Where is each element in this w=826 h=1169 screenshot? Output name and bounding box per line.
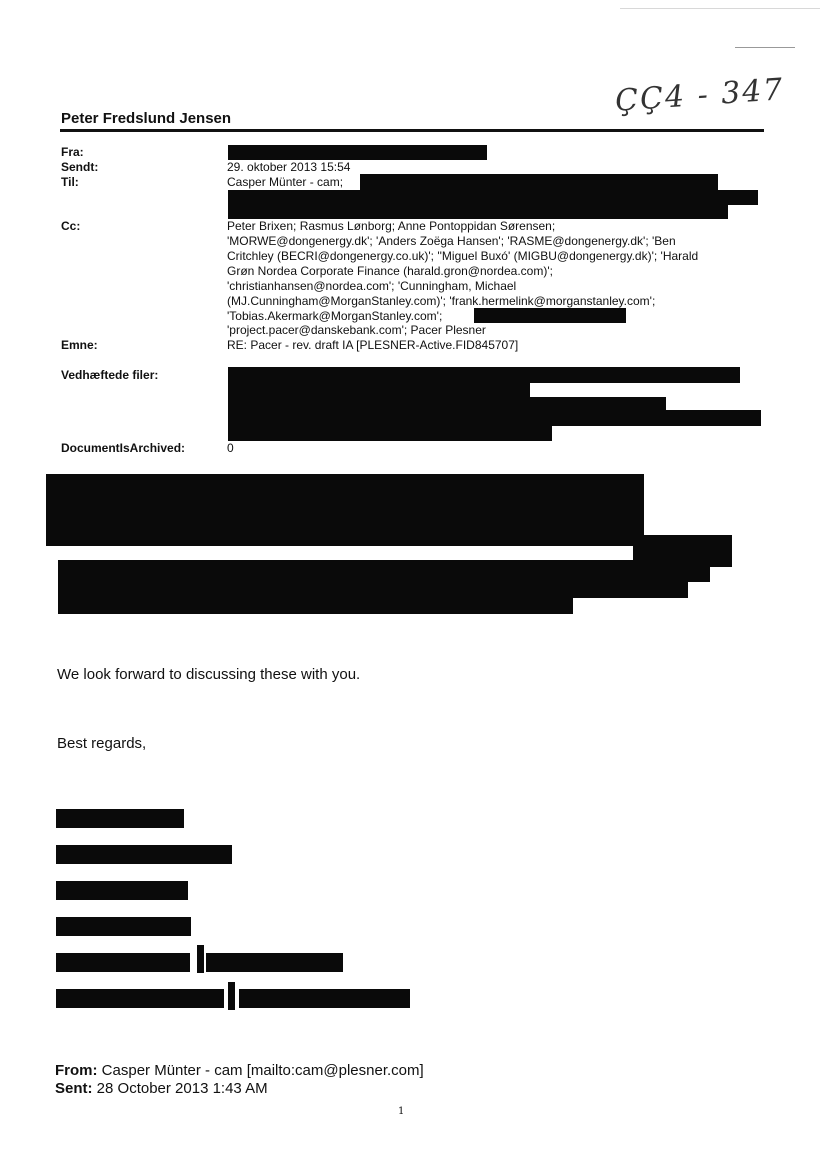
cc-line: 'project.pacer@danskebank.com'; Pacer Plesner — [227, 323, 486, 337]
redaction-til — [360, 174, 718, 191]
cc-line: 'Tobias.Akermark@MorganStanley.com'; — [227, 309, 443, 323]
quoted-sent-value: 28 October 2013 1:43 AM — [96, 1080, 268, 1097]
redaction-signature — [239, 989, 410, 1008]
sender-name: Peter Fredslund Jensen — [61, 110, 232, 127]
redaction-attachments — [228, 382, 530, 398]
cc-line: Critchley (BECRI@dongenergy.co.uk)'; ''Miguel Buxó' (MIGBU@dongenergy.dk)'; 'Harald — [227, 249, 699, 263]
til-value: Casper Münter - cam; — [227, 175, 344, 189]
redaction-signature — [56, 989, 224, 1008]
quoted-sent — [55, 1080, 268, 1097]
header-rule — [60, 129, 764, 132]
quoted-from-label: From: — [55, 1062, 98, 1079]
redaction-signature — [206, 953, 343, 972]
quoted-from-value: Casper Münter - cam [mailto:cam@plesner.com] — [101, 1062, 424, 1079]
redaction-body — [58, 596, 573, 614]
til-label: Til: — [61, 175, 79, 189]
scan-artifact — [620, 8, 820, 9]
sendt-value: 29. oktober 2013 15:54 — [227, 160, 351, 174]
body-line: We look forward to discussing these with you. — [57, 666, 361, 683]
redaction-attachments — [228, 397, 666, 411]
fra-label: Fra: — [61, 145, 84, 159]
redaction-signature — [56, 917, 191, 936]
emne-label: Emne: — [61, 338, 98, 352]
redaction-cc — [474, 308, 626, 323]
redaction-signature — [197, 945, 204, 973]
vedhaeftede-label: Vedhæftede filer: — [61, 368, 159, 382]
redaction-signature — [228, 982, 235, 1010]
archived-label: DocumentIsArchived: — [61, 441, 186, 455]
redaction-body — [46, 474, 644, 546]
redaction-signature — [56, 809, 184, 828]
cc-label: Cc: — [61, 219, 81, 233]
redaction-til — [228, 204, 728, 219]
redaction-attachments — [228, 367, 740, 383]
redaction-body — [58, 560, 710, 582]
redaction-signature — [56, 845, 232, 864]
redaction-signature — [56, 881, 188, 900]
redaction-attachments — [228, 425, 552, 441]
emne-value: RE: Pacer - rev. draft IA [PLESNER-Active.FID845707] — [227, 338, 519, 352]
cc-line: 'MORWE@dongenergy.dk'; 'Anders Zoëga Hansen'; 'RASME@dongenergy.dk'; 'Ben — [227, 234, 676, 248]
cc-line: Peter Brixen; Rasmus Lønborg; Anne Pontoppidan Sørensen; — [227, 219, 556, 233]
cc-line: (MJ.Cunningham@MorganStanley.com)'; 'frank.hermelink@morganstanley.com'; — [227, 294, 656, 308]
page-number: 1 — [398, 1106, 405, 1117]
quoted-sent-label: Sent: — [55, 1080, 93, 1097]
quoted-from — [55, 1062, 424, 1079]
redaction-til — [228, 190, 758, 205]
body-line: Best regards, — [57, 735, 147, 752]
scan-artifact — [735, 47, 795, 48]
handwritten-reference: ÇÇ4 - 347 — [613, 72, 786, 119]
sendt-label: Sendt: — [61, 160, 99, 174]
archived-value: 0 — [227, 441, 234, 455]
redaction-fra — [228, 145, 487, 160]
cc-line: Grøn Nordea Corporate Finance (harald.gron@nordea.com)'; — [227, 264, 553, 278]
redaction-attachments — [228, 410, 761, 426]
redaction-signature — [56, 953, 190, 972]
cc-line: 'christianhansen@nordea.com'; 'Cunningham, Michael — [227, 279, 517, 293]
